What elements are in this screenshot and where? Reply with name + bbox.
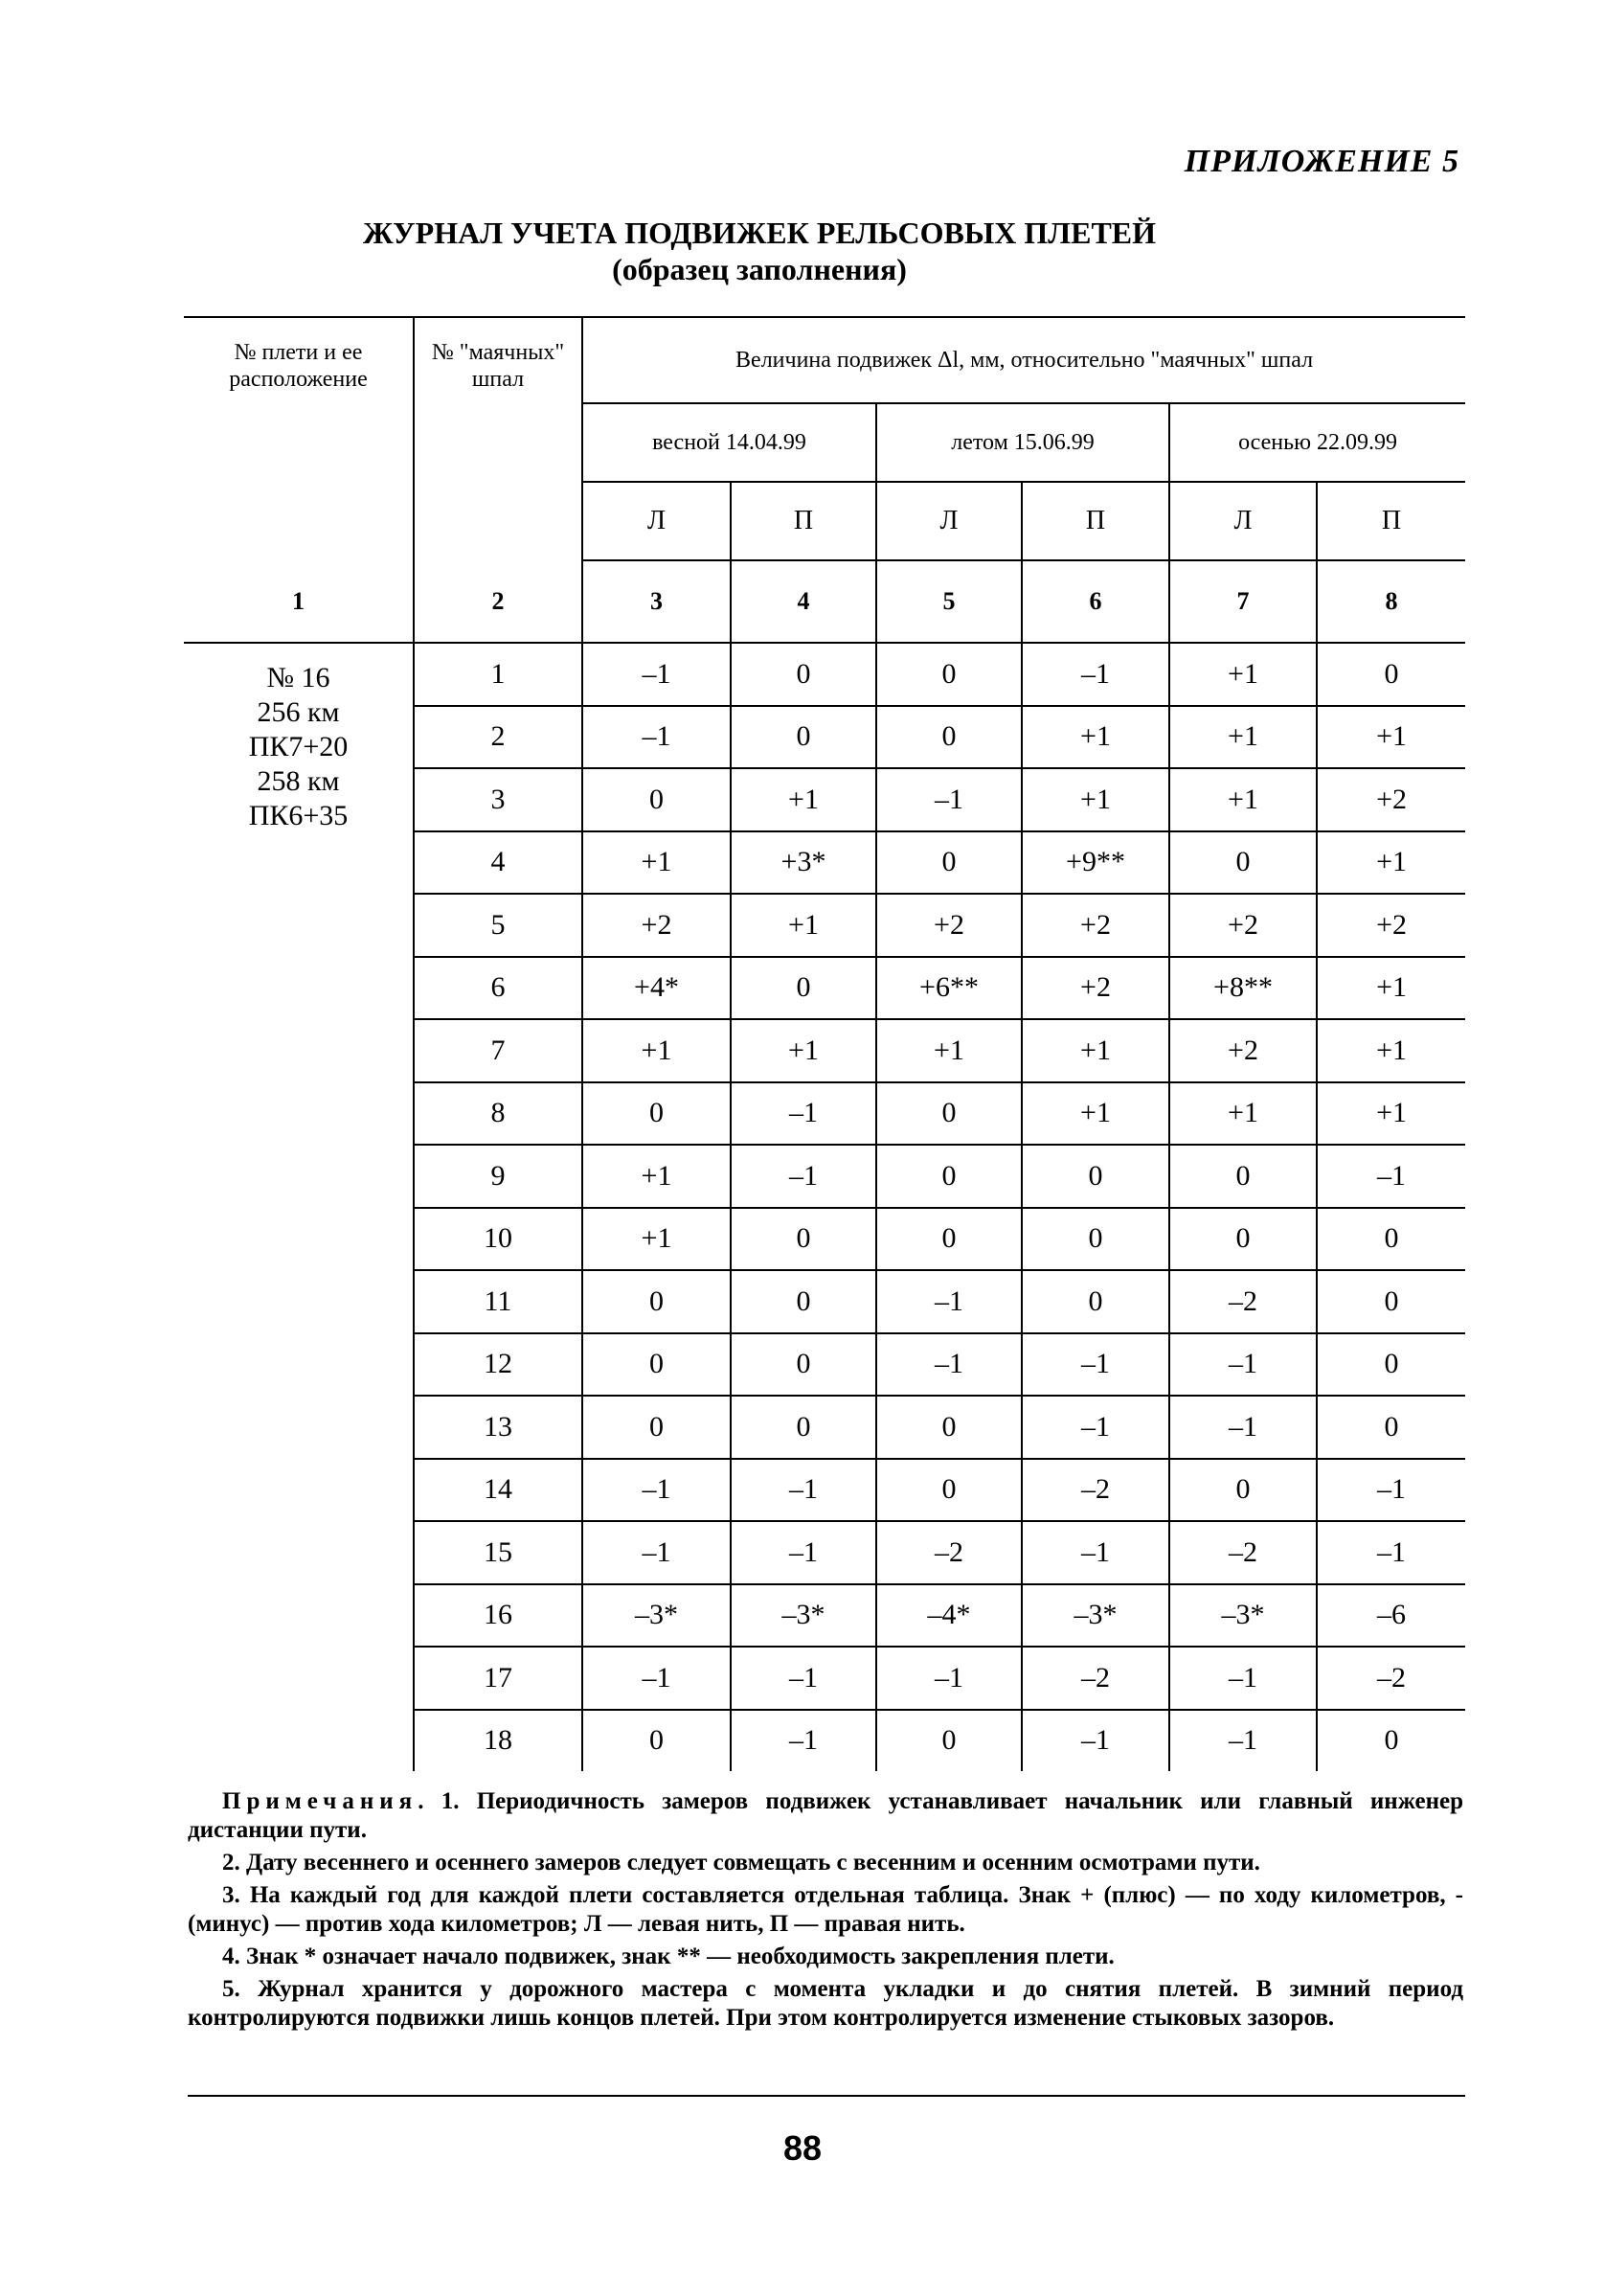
- movement-value-cell: +1: [1317, 831, 1465, 895]
- movement-value-cell: –3*: [1022, 1584, 1169, 1648]
- movement-value-cell: –1: [1169, 1647, 1317, 1710]
- header-rail-location: № плети и ее расположение: [184, 317, 414, 560]
- movement-value-cell: –1: [1022, 1333, 1169, 1397]
- sleeper-number-cell: 18: [414, 1710, 582, 1772]
- movement-value-cell: –1: [582, 643, 731, 706]
- movement-value-cell: –1: [582, 1647, 731, 1710]
- header-movement-group: Величина подвижек Δl, мм, относительно "маячных" шпал: [582, 317, 1465, 403]
- column-number-4: 4: [731, 560, 876, 643]
- notes-label: Примечания: [222, 1788, 418, 1814]
- sleeper-number-cell: 9: [414, 1145, 582, 1208]
- header-side-2: П: [731, 482, 876, 560]
- movement-value-cell: 0: [582, 1333, 731, 1397]
- movement-value-cell: 0: [582, 1082, 731, 1146]
- title-line-2: (образец заполнения): [612, 252, 907, 286]
- movement-value-cell: 0: [1169, 1208, 1317, 1271]
- page-number: 88: [782, 2128, 823, 2168]
- movement-value-cell: +1: [1317, 706, 1465, 769]
- title-line-1: ЖУРНАЛ УЧЕТА ПОДВИЖЕК РЕЛЬСОВЫХ ПЛЕТЕЙ: [362, 216, 1157, 250]
- movement-value-cell: 0: [582, 1710, 731, 1772]
- movement-value-cell: –1: [1022, 1396, 1169, 1459]
- bottom-divider: [188, 2095, 1465, 2097]
- appendix-label: ПРИЛОЖЕНИЕ 5: [1184, 144, 1459, 179]
- location-line: ПК6+35: [248, 800, 349, 831]
- movement-value-cell: 0: [876, 1082, 1022, 1146]
- sleeper-number-cell: 17: [414, 1647, 582, 1710]
- location-line: № 16: [266, 662, 330, 693]
- movement-value-cell: –1: [582, 706, 731, 769]
- movement-value-cell: 0: [876, 1208, 1022, 1271]
- movement-value-cell: –1: [731, 1082, 876, 1146]
- movement-value-cell: +1: [1022, 706, 1169, 769]
- movement-value-cell: 0: [1169, 831, 1317, 895]
- movement-value-cell: +1: [1169, 643, 1317, 706]
- movement-value-cell: –6: [1317, 1584, 1465, 1648]
- movement-value-cell: –1: [582, 1459, 731, 1522]
- note-item-1: Примечания. 1. Периодичность замеров подвижек устанавливает начальник или главный инженер дистанции пути.: [188, 1788, 1464, 1843]
- movement-value-cell: +1: [1169, 768, 1317, 831]
- movement-value-cell: +1: [1169, 706, 1317, 769]
- movement-value-cell: –2: [1169, 1270, 1317, 1333]
- movement-value-cell: 0: [876, 1145, 1022, 1208]
- movement-value-cell: –1: [731, 1521, 876, 1584]
- header-season-1: весной 14.04.99: [582, 403, 876, 482]
- movement-value-cell: –4*: [876, 1584, 1022, 1648]
- sleeper-number-cell: 8: [414, 1082, 582, 1146]
- sleeper-number-cell: 4: [414, 831, 582, 895]
- movement-value-cell: –1: [731, 1145, 876, 1208]
- column-number-5: 5: [876, 560, 1022, 643]
- header-side-5: Л: [1169, 482, 1317, 560]
- movement-value-cell: +2: [1169, 894, 1317, 957]
- movement-value-cell: 0: [1317, 643, 1465, 706]
- movement-value-cell: +8**: [1169, 957, 1317, 1020]
- movement-value-cell: –1: [1317, 1521, 1465, 1584]
- column-number-2: 2: [414, 560, 582, 643]
- column-number-7: 7: [1169, 560, 1317, 643]
- table-row: [184, 643, 1465, 706]
- sleeper-number-cell: 12: [414, 1333, 582, 1397]
- movement-value-cell: +1: [1317, 1082, 1465, 1146]
- movement-value-cell: +1: [1317, 1019, 1465, 1082]
- movement-value-cell: –2: [1317, 1647, 1465, 1710]
- note-item-3: 3. На каждый год для каждой плети составляется отдельная таблица. Знак + (плюс) — по ходу километров, - (минус) — против хода километров; Л — левая нить, П — правая нить.: [188, 1882, 1463, 1937]
- movement-value-cell: +1: [1022, 1082, 1169, 1146]
- movement-value-cell: –1: [1022, 643, 1169, 706]
- header-side-1: Л: [582, 482, 731, 560]
- movement-value-cell: –3*: [582, 1584, 731, 1648]
- movement-value-cell: –1: [1022, 1710, 1169, 1772]
- notes-section: [188, 1787, 1463, 2036]
- header-side-4: П: [1022, 482, 1169, 560]
- movement-value-cell: +1: [876, 1019, 1022, 1082]
- movement-value-cell: 0: [876, 1710, 1022, 1772]
- movement-value-cell: +1: [731, 768, 876, 831]
- movement-value-cell: +1: [1317, 957, 1465, 1020]
- movement-value-cell: 0: [582, 1270, 731, 1333]
- movement-value-cell: +1: [582, 831, 731, 895]
- header-side-6: П: [1317, 482, 1465, 560]
- sleeper-number-cell: 10: [414, 1208, 582, 1271]
- movement-value-cell: 0: [1317, 1396, 1465, 1459]
- movement-value-cell: +3*: [731, 831, 876, 895]
- sleeper-number-cell: 16: [414, 1584, 582, 1648]
- sleeper-number-cell: 5: [414, 894, 582, 957]
- movement-value-cell: –2: [1022, 1647, 1169, 1710]
- note-text-1: 1. Периодичность замеров подвижек устанавливает начальник или главный инженер дистанции пути.: [188, 1788, 1464, 1843]
- note-item-5: 5. Журнал хранится у дорожного мастера с момента укладки и до снятия плетей. В зимний период контролируются подвижки лишь концов плетей. При этом контролируется изменение стыковых зазоров.: [188, 1976, 1463, 2031]
- movement-value-cell: +1: [582, 1145, 731, 1208]
- movement-value-cell: +6**: [876, 957, 1022, 1020]
- column-number-1: 1: [184, 560, 414, 643]
- movement-value-cell: +2: [1022, 957, 1169, 1020]
- movement-value-cell: –3*: [731, 1584, 876, 1648]
- movement-value-cell: –3*: [1169, 1584, 1317, 1648]
- sleeper-number-cell: 1: [414, 643, 582, 706]
- location-line: 256 км: [257, 696, 340, 728]
- movement-value-cell: +1: [731, 894, 876, 957]
- movement-value-cell: +2: [582, 894, 731, 957]
- movement-value-cell: –1: [731, 1647, 876, 1710]
- movement-value-cell: +2: [1022, 894, 1169, 957]
- movement-value-cell: +4*: [582, 957, 731, 1020]
- movement-value-cell: –1: [1317, 1459, 1465, 1522]
- movement-value-cell: –1: [1317, 1145, 1465, 1208]
- movement-value-cell: –1: [582, 1521, 731, 1584]
- sleeper-number-cell: 6: [414, 957, 582, 1020]
- movement-value-cell: –2: [1169, 1521, 1317, 1584]
- movement-value-cell: 0: [1022, 1270, 1169, 1333]
- movement-value-cell: +2: [1317, 894, 1465, 957]
- sleeper-number-cell: 14: [414, 1459, 582, 1522]
- movement-value-cell: 0: [582, 768, 731, 831]
- movement-value-cell: –1: [1169, 1710, 1317, 1772]
- movement-value-cell: 0: [1317, 1270, 1465, 1333]
- movement-value-cell: +1: [1022, 1019, 1169, 1082]
- movement-value-cell: 0: [731, 1270, 876, 1333]
- movement-value-cell: +2: [1317, 768, 1465, 831]
- movement-value-cell: –1: [731, 1459, 876, 1522]
- movement-value-cell: –1: [1169, 1396, 1317, 1459]
- location-line: ПК7+20: [248, 731, 349, 762]
- movement-value-cell: 0: [731, 1396, 876, 1459]
- movement-value-cell: 0: [731, 1333, 876, 1397]
- header-side-3: Л: [876, 482, 1022, 560]
- movement-value-cell: 0: [731, 643, 876, 706]
- header-season-3: осенью 22.09.99: [1169, 403, 1465, 482]
- movement-value-cell: –1: [876, 768, 1022, 831]
- movement-value-cell: 0: [876, 1396, 1022, 1459]
- movement-value-cell: 0: [1384, 1724, 1399, 1757]
- movement-value-cell: +1: [731, 1019, 876, 1082]
- movement-value-cell: 0: [1317, 1333, 1465, 1397]
- movement-value-cell: –2: [1022, 1459, 1169, 1522]
- movement-value-cell: +1: [582, 1208, 731, 1271]
- sleeper-number-cell: 13: [414, 1396, 582, 1459]
- movement-value-cell: –1: [876, 1270, 1022, 1333]
- movement-value-cell: 0: [1169, 1145, 1317, 1208]
- movement-value-cell: 0: [731, 1208, 876, 1271]
- movement-value-cell: +1: [1169, 1082, 1317, 1146]
- movement-value-cell: 0: [1022, 1145, 1169, 1208]
- movement-value-cell: –1: [731, 1710, 876, 1772]
- sleeper-number-cell: 15: [414, 1521, 582, 1584]
- rail-location-cell: [184, 643, 414, 1771]
- sleeper-number-cell: 3: [414, 768, 582, 831]
- movement-value-cell: 0: [876, 831, 1022, 895]
- header-season-2: летом 15.06.99: [876, 403, 1169, 482]
- movement-value-cell: –1: [1169, 1333, 1317, 1397]
- note-item-2: 2. Дату весеннего и осеннего замеров следует совмещать с весенним и осенним осмотрами пути.: [222, 1850, 1260, 1875]
- movement-value-cell: –2: [876, 1521, 1022, 1584]
- movement-value-cell: 0: [1169, 1459, 1317, 1522]
- movement-value-cell: +9**: [1022, 831, 1169, 895]
- sleeper-number-cell: 2: [414, 706, 582, 769]
- movement-value-cell: +2: [1169, 1019, 1317, 1082]
- movement-value-cell: 0: [876, 1459, 1022, 1522]
- movement-value-cell: 0: [731, 706, 876, 769]
- document-title: [0, 215, 1605, 287]
- location-line: 258 км: [257, 765, 340, 797]
- movement-value-cell: +2: [876, 894, 1022, 957]
- movement-value-cell: +1: [582, 1019, 731, 1082]
- header-beacon-sleepers: № "маячных" шпал: [414, 317, 582, 560]
- movement-value-cell: –1: [876, 1333, 1022, 1397]
- column-number-6: 6: [1022, 560, 1169, 643]
- movement-value-cell: 0: [582, 1396, 731, 1459]
- column-number-3: 3: [582, 560, 731, 643]
- sleeper-number-cell: 11: [414, 1270, 582, 1333]
- movement-value-cell: 0: [1317, 1208, 1465, 1271]
- note-item-4: 4. Знак * означает начало подвижек, знак ** — необходимость закрепления плети.: [222, 1944, 1115, 1969]
- movement-value-cell: 0: [876, 706, 1022, 769]
- movement-value-cell: –1: [1022, 1521, 1169, 1584]
- movement-value-cell: 0: [731, 957, 876, 1020]
- movement-journal-table: [184, 316, 1465, 1771]
- movement-value-cell: 0: [876, 643, 1022, 706]
- column-number-8: 8: [1317, 560, 1465, 643]
- movement-value-cell: –1: [876, 1647, 1022, 1710]
- movement-value-cell: +1: [1022, 768, 1169, 831]
- movement-value-cell: 0: [1022, 1208, 1169, 1271]
- sleeper-number-cell: 7: [414, 1019, 582, 1082]
